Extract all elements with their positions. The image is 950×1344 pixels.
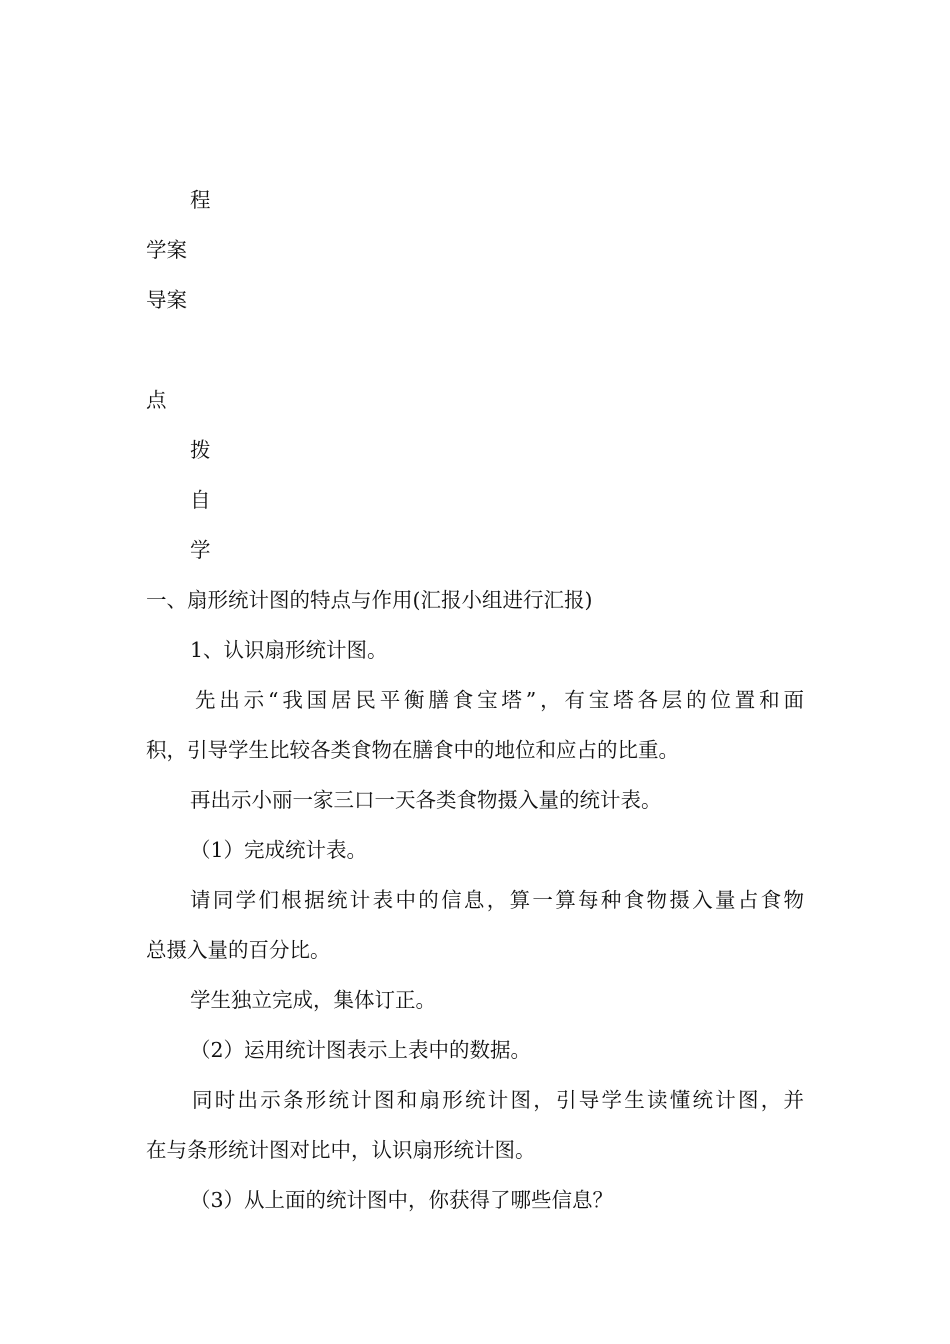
label-xuean: 学案 (146, 238, 187, 262)
label-zi: 自 (190, 488, 211, 512)
label-xue: 学 (190, 538, 211, 562)
paragraph-3-line-1: 请同学们根据统计表中的信息，算一算每种食物摄入量占食物 (190, 888, 804, 912)
paragraph-5-line-1: 同时出示条形统计图和扇形统计图，引导学生读懂统计图，并 (192, 1088, 804, 1112)
label-daoan: 导案 (146, 288, 187, 312)
paragraph-1-line-1: 先出示“我国居民平衡膳食宝塔”，有宝塔各层的位置和面 (195, 688, 804, 712)
item-1: 1、认识扇形统计图。 (190, 638, 388, 662)
sub-item-2: （2）运用统计图表示上表中的数据。 (190, 1038, 532, 1062)
label-cheng: 程 (190, 188, 211, 212)
label-dian: 点 (146, 388, 167, 412)
section-heading: 一、扇形统计图的特点与作用(汇报小组进行汇报) (146, 588, 593, 612)
label-bo: 拨 (190, 438, 211, 462)
paragraph-5-line-2: 在与条形统计图对比中，认识扇形统计图。 (146, 1138, 536, 1162)
sub-item-1: （1）完成统计表。 (190, 838, 368, 862)
sub-item-3: （3）从上面的统计图中，你获得了哪些信息？ (190, 1188, 614, 1212)
paragraph-4: 学生独立完成，集体订正。 (190, 988, 436, 1012)
paragraph-3-line-2: 总摄入量的百分比。 (146, 938, 331, 962)
paragraph-2: 再出示小丽一家三口一天各类食物摄入量的统计表。 (190, 788, 662, 812)
paragraph-1-line-2: 积，引导学生比较各类食物在膳食中的地位和应占的比重。 (146, 738, 679, 762)
